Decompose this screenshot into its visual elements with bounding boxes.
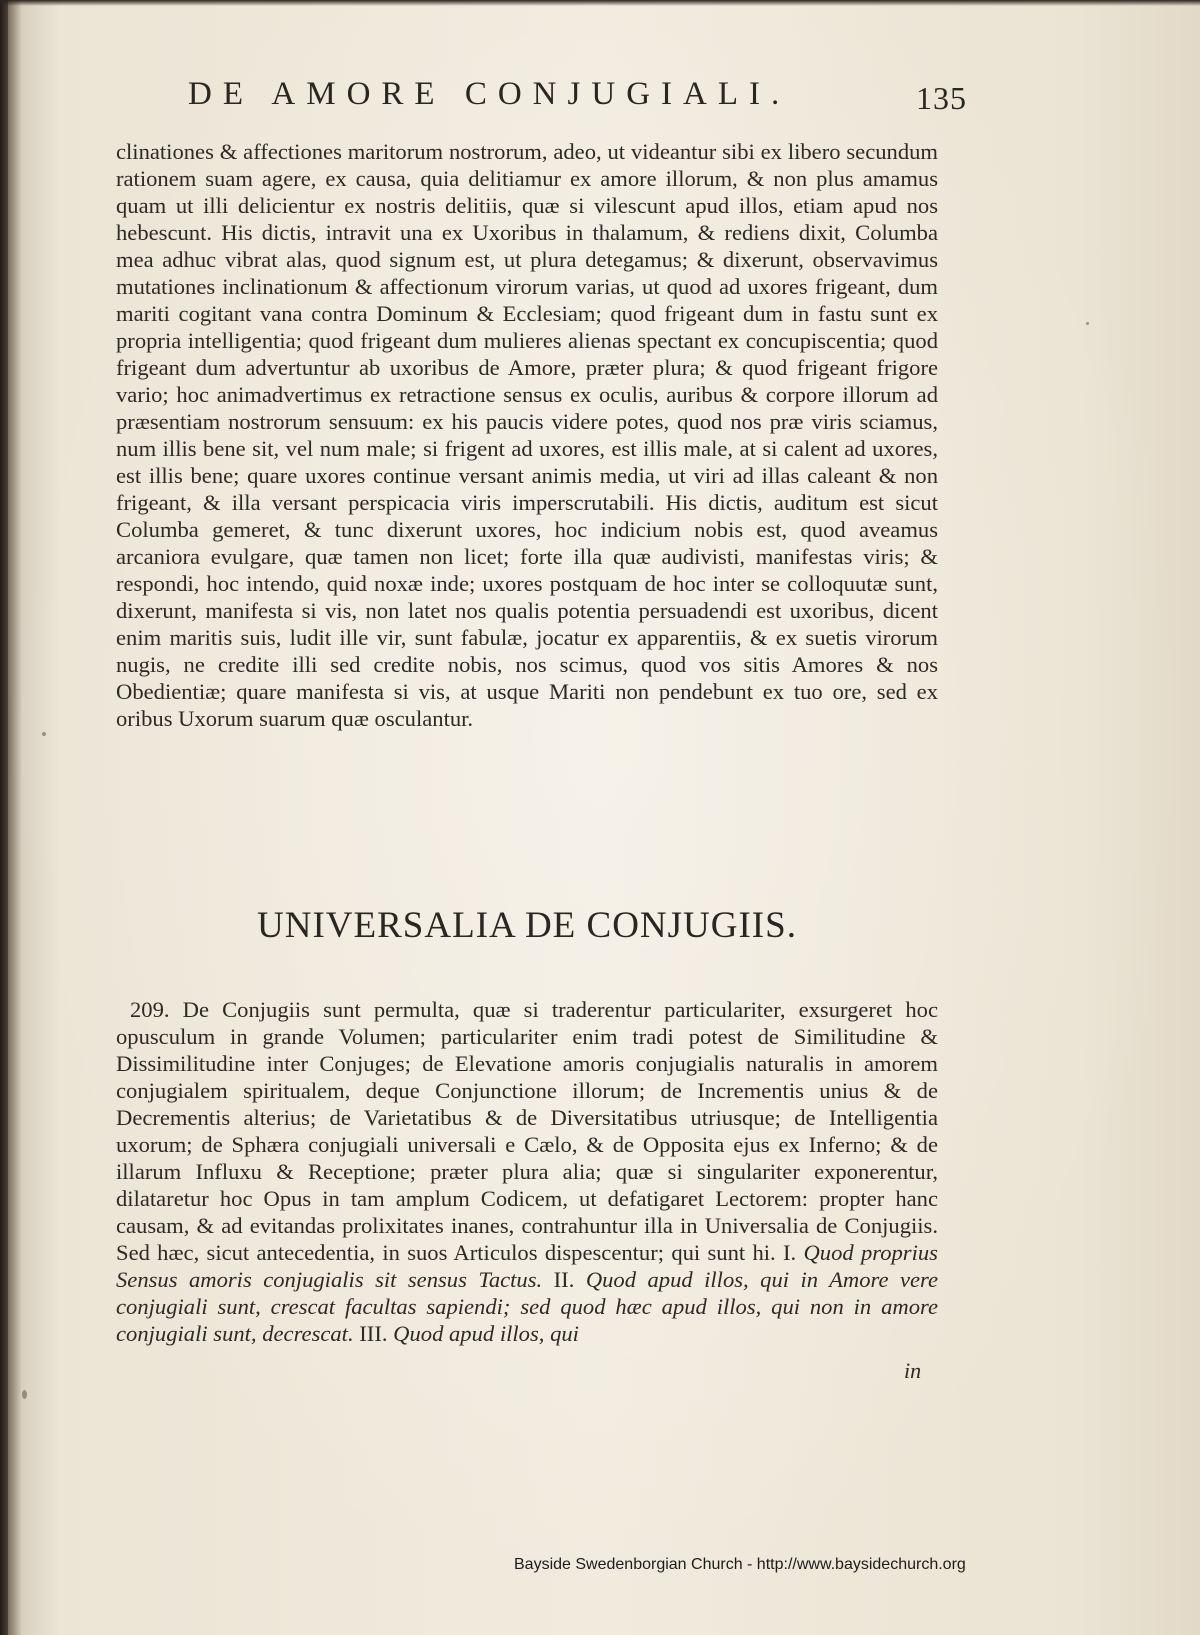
paper-speck <box>1086 322 1089 325</box>
top-edge-shadow <box>0 0 1200 6</box>
page-header <box>188 76 988 126</box>
binding-edge <box>0 0 8 1635</box>
catchword: in <box>904 1358 922 1383</box>
article-3-text: Quod apud illos, qui <box>393 1321 579 1346</box>
section-heading: UNIVERSALIA DE CONJUGIIS. <box>257 905 797 946</box>
article-1-number: I. <box>782 1240 797 1265</box>
page-number: 135 <box>916 80 967 116</box>
source-watermark: Bayside Swedenborgian Church - http://www.baysidechurch.org <box>514 1556 966 1573</box>
paper-speck <box>42 732 46 736</box>
article-1-text: Quod proprius Sensus amoris conjugialis sit sensus Tactus. <box>116 1240 938 1292</box>
article-2-number: II. <box>553 1267 575 1292</box>
paragraph-209 <box>116 996 938 1347</box>
paragraph-continuation: clinationes & affectiones maritorum nostrorum, adeo, ut videantur sibi ex libero secundum rationem suam agere, ex causa, quia delitiamur ex amore illorum, & non plus amamus quam ut illi delicientur ex nostris delitiis, quæ si vilescunt apud illos, etiam apud nos hebescunt. His dictis, intravit una ex Uxoribus in thalamum, & rediens dixit, Columba mea adhuc vibrat alas, quod signum est, ut plura detegamus; & dixerunt, observavimus mutationes inclinationum & affectionum virorum varias, ut quod ad uxores frigeant, dum mariti cogitant vana contra Dominum & Ecclesiam; quod frigeant dum in fastu sunt ex propria intelligentia; quod frigeant dum mulieres alienas spectant ex concupiscentia; quod frigeant dum advertuntur ab uxoribus de Amore, præter plura; & quod frigeant frigore vario; hoc animadvertimus ex retractione sensus ex oculis, auribus & corpore illorum ad præsentiam nostrorum sensuum: ex his paucis videre potes, quod nos præ viris sciamus, num illis bene sit, vel num male; si frigent ad uxores, est illis male, at si calent ad uxores, est illis bene; quare uxores continue versant animis media, ut viri ad illas caleant & non frigeant, & illa versant perspicacia viris imperscrutabili. His dictis, auditum est sicut Columba gemeret, & tunc dixerunt uxores, hoc indicium nobis est, quod aveamus arcaniora evulgare, quæ tamen non licet; forte illa quæ audivisti, manifestas viris; & respondi, hoc intendo, quid noxæ inde; uxores postquam de hoc inter se colloquutæ sunt, dixerunt, manifesta si vis, non latet nos qualis potentia persuadendi est uxoribus, dicent enim maritis suis, ludit ille vir, sunt fabulæ, jocatur ex apparentiis, & ex suetis virorum nugis, ne credite illi sed credite nobis, nos scimus, quod vos sitis Amores & nos Obedientiæ; quare manifesta si vis, at usque Mariti non pendebunt ex tuo ore, sed ex oribus Uxorum suarum quæ osculantur. <box>116 139 938 731</box>
article-3-number: III. <box>359 1321 388 1346</box>
paragraph-209-text: 209. De Conjugiis sunt permulta, quæ si traderentur particulariter, exsurgeret hoc opusculum in grande Volumen; particulariter enim tradi potest de Similitudine & Dissimilitudine inter Conjuges; de Elevatione amoris conjugialis naturalis in amorem conjugialem spiritualem, deque Conjunctione illorum; de Incrementis unius & de Decrementis alterius; de Varietatibus & de Diversitatibus utriusque; de Intelligentia uxorum; de Sphæra conjugiali universali e Cælo, & de Opposita ejus ex Inferno; & de illarum Influxu & Receptione; præter plura alia; quæ si singulariter exponerentur, dilataretur hoc Opus in tam amplum Codicem, ut defatigaret Lectorem: propter hanc causam, & ad evitandas prolixitates inanes, contrahuntur illa in Universalia de Conjugiis. Sed hæc, sicut antecedentia, in suos Articulos dispescentur; qui sunt hi. <box>116 997 938 1265</box>
paper-speck <box>22 1390 27 1399</box>
running-head: DE AMORE CONJUGIALI. <box>188 76 791 112</box>
article-2-text: Quod apud illos, qui in Amore vere conjugiali sunt, crescat facultas sapiendi; sed quod hæc apud illos, qui non in amore conjugiali sunt, decrescat. <box>116 1267 938 1346</box>
